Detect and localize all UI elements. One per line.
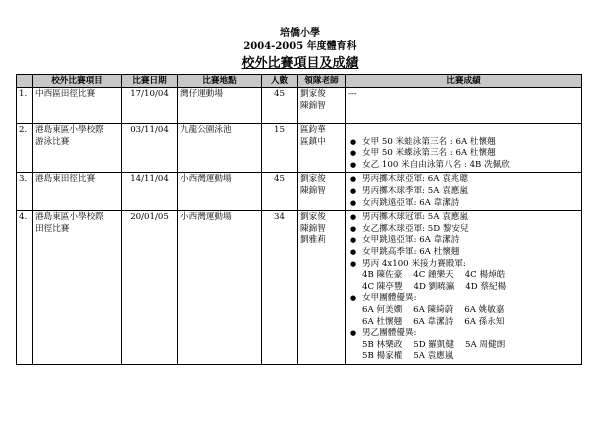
table-header-row	[17, 75, 582, 88]
col-teacher-header: 領隊老師	[298, 75, 346, 88]
col-number-header	[17, 75, 33, 88]
col-event-header: 校外比賽項目	[33, 75, 122, 88]
col-results-header: 比賽成績	[346, 75, 582, 88]
event-date: 20/01/05	[122, 211, 178, 365]
participant-count: 15	[262, 124, 298, 173]
event-date: 14/11/04	[122, 173, 178, 211]
row-number: 1.	[17, 88, 33, 124]
competition-results	[346, 211, 582, 365]
table-row	[17, 88, 582, 124]
lead-teachers: 劉家俊 陳錦智	[298, 88, 346, 124]
result-item: ● 女乙 100 米自由泳第八名 : 4B 冼佩欣	[348, 160, 579, 172]
event-name: 中西區田徑比賽	[33, 88, 122, 124]
result-detail	[348, 125, 579, 137]
result-item: ● 男丙擲木球冠軍: 5A 袁應嵐	[348, 212, 579, 224]
result-detail: 6A 何美嫺 6A 陳綺蔚 6A 姚敏嘉	[362, 304, 505, 315]
participant-count: 45	[262, 173, 298, 211]
table-row	[17, 124, 582, 173]
result-item: ● 女甲跳高季軍: 6A 杜懷翹	[348, 247, 579, 259]
department-year: 2004-2005 年度體育科	[243, 41, 357, 52]
event-name: 港島東區小學校際 游泳比賽	[33, 124, 122, 173]
result-item: ● 男乙團體優異:	[348, 328, 579, 340]
competition-results	[346, 173, 582, 211]
result-detail: ---	[348, 89, 357, 99]
result-detail: 4C 陳亭豐 4D 劉曉瀛 4D 蔡紀楊	[362, 281, 507, 292]
participant-count: 34	[262, 211, 298, 365]
result-detail: 6A 杜懷翹 6A 韋潔詩 6A 孫永知	[362, 316, 505, 327]
lead-teachers: 區鈞華 區鎮中	[298, 124, 346, 173]
col-venue-header: 比賽地點	[178, 75, 262, 88]
row-number: 4.	[17, 211, 33, 365]
event-venue: 灣仔運動場	[178, 88, 262, 124]
result-detail: 5B 林樂政 5D 羅凱健 5A 周健朗	[362, 339, 506, 350]
result-detail: 5B 楊家權 5A 袁應嵐	[362, 351, 454, 362]
row-number: 2.	[17, 124, 33, 173]
school-name: 培僑小學	[280, 28, 320, 39]
event-name: 港島東區小學校際 田徑比賽	[33, 211, 122, 365]
lead-teachers: 劉家俊 陳錦智 劉雅莉	[298, 211, 346, 365]
col-count-header: 人數	[262, 75, 298, 88]
table-row	[17, 211, 582, 365]
table-row	[17, 173, 582, 211]
result-item: ● 男丙擲木球季軍: 5A 袁應嵐	[348, 186, 579, 198]
competition-results	[346, 124, 582, 173]
col-date-header: 比賽日期	[122, 75, 178, 88]
event-venue: 九龍公園泳池	[178, 124, 262, 173]
result-item: ● 女甲跳遠亞軍: 6A 韋潔詩	[348, 235, 579, 247]
event-name: 港島東田徑比賽	[33, 173, 122, 211]
event-venue: 小西灣運動場	[178, 211, 262, 365]
event-date: 03/11/04	[122, 124, 178, 173]
event-venue: 小西灣運動場	[178, 173, 262, 211]
result-item: ● 女甲 50 米蝶泳第三名 : 6A 杜懷翹	[348, 148, 579, 160]
lead-teachers: 劉家俊 陳錦智	[298, 173, 346, 211]
result-item: ● 女乙擲木球亞軍: 5D 黎安兒	[348, 224, 579, 236]
event-date: 17/10/04	[122, 88, 178, 124]
row-number: 3.	[17, 173, 33, 211]
result-item: ● 女甲團體優異:	[348, 293, 579, 305]
result-detail: 4B 陳佐豪 4C 鍾樂天 4C 楊焯皓	[362, 270, 506, 281]
participant-count: 45	[262, 88, 298, 124]
result-item: ● 男丙擲木球亞軍: 6A 袁兆聰	[348, 174, 579, 186]
result-item: ● 男丙 4x100 米接力賽殿軍:	[348, 259, 579, 271]
page-title: 校外比賽項目及成績	[241, 56, 359, 71]
results-table	[16, 74, 582, 365]
result-item: ● 女甲 50 米蛙泳第三名 : 6A 杜懷翹	[348, 137, 579, 149]
competition-results	[346, 88, 582, 124]
result-item: ● 女丙跳遠亞軍: 6A 韋潔詩	[348, 198, 579, 210]
